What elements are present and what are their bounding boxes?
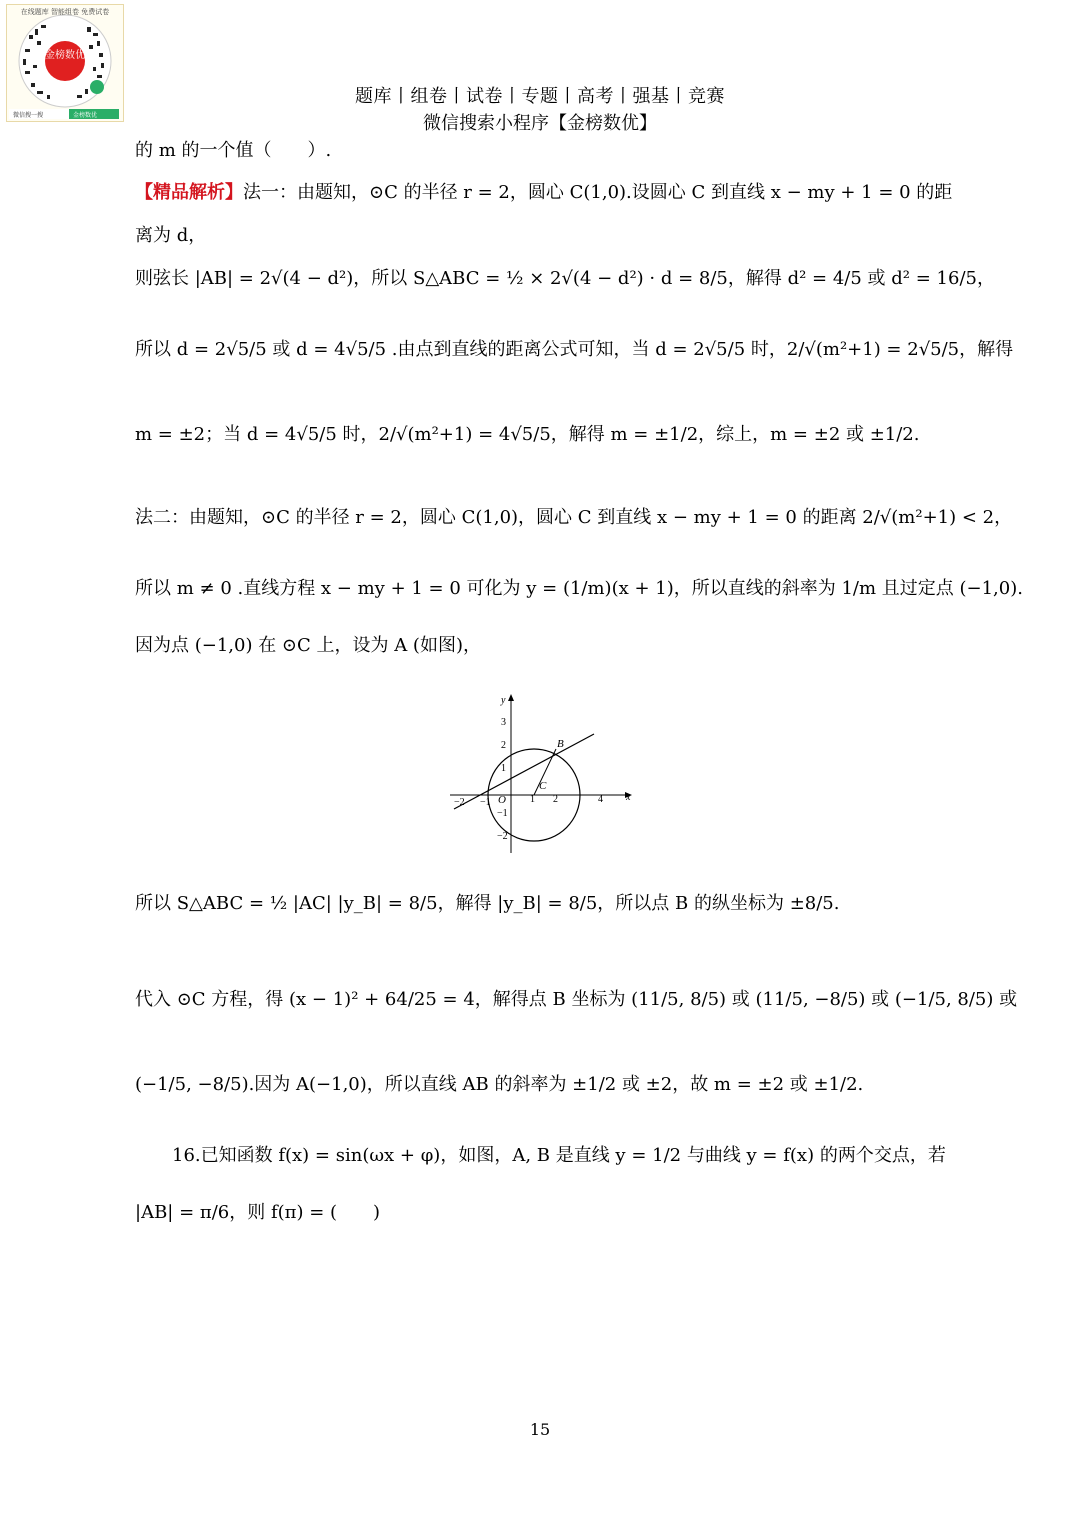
text-line-2 <box>135 182 953 203</box>
x-tick: −2 <box>454 797 465 808</box>
text-line-5: 所以 d = 2√5/5 或 d = 4√5/5 .由点到直线的距离公式可知，当 d = 2√5/5 时，2/√(m²+1) = 2√5/5，解得 <box>135 339 1014 360</box>
y-tick: 1 <box>501 763 506 774</box>
text-line-11: 代入 ⊙C 方程，得 (x − 1)² + 64/25 = 4，解得点 B 坐标为 (11/5, 8/5) 或 (11/5, −8/5) 或 (−1/5, 8/5) 或 <box>135 989 1018 1010</box>
text-line-1: 的 m 的一个值（ ）. <box>135 140 332 161</box>
qr-bottom-right-text: 金榜数优 <box>73 112 98 119</box>
x-axis-label: x <box>626 792 631 803</box>
origin-label: O <box>498 794 506 806</box>
header-subjects: 题库丨组卷丨试卷丨专题丨高考丨强基丨竞赛 <box>355 86 725 107</box>
text-line-10: 所以 S△ABC = ½ |AC| |y_B| = 8/5，解得 |y_B| = 8/5，所以点 B 的纵坐标为 ±8/5. <box>135 893 840 914</box>
text-line-12: (−1/5, −8/5).因为 A(−1,0)，所以直线 AB 的斜率为 ±1/2 或 ±2，故 m = ±2 或 ±1/2. <box>135 1074 864 1095</box>
text-line-3: 离为 d， <box>135 225 207 246</box>
y-tick: 2 <box>501 740 506 751</box>
point-c-label: C <box>539 780 547 792</box>
point-b-label: B <box>557 738 564 750</box>
y-axis-label: y <box>501 695 506 706</box>
qr-top-text: 在线题库 智能组卷 免费试卷 <box>20 8 110 16</box>
question-16: 16.已知函数 f(x) = sin(ωx + φ)，如图，A, B 是直线 y = 1/2 与曲线 y = f(x) 的两个交点，若 <box>172 1145 946 1166</box>
qr-center-text: 金榜数优 <box>45 50 85 61</box>
text-line-6: m = ±2；当 d = 4√5/5 时，2/√(m²+1) = 4√5/5，解得 m = ±1/2，综上，m = ±2 或 ±1/2. <box>135 424 920 445</box>
text-line-8: 所以 m ≠ 0 .直线方程 x − my + 1 = 0 可化为 y = (1/m)(x + 1)，所以直线的斜率为 1/m 且过定点 (−1,0). <box>135 578 1023 599</box>
x-tick: 4 <box>598 794 603 805</box>
y-tick: −2 <box>497 831 508 842</box>
circle-line-figure <box>440 688 640 862</box>
x-tick: −1 <box>480 797 491 808</box>
header-miniprogram: 微信搜索小程序【金榜数优】 <box>423 113 657 134</box>
x-tick: 1 <box>530 794 535 805</box>
qr-bottom-left-text: 微信搜一搜 <box>13 112 44 119</box>
y-axis-arrow <box>508 694 514 701</box>
text-line-7: 法二：由题知，⊙C 的半径 r = 2，圆心 C(1,0)，圆心 C 到直线 x − my + 1 = 0 的距离 2/√(m²+1) < 2， <box>135 507 1013 528</box>
text-line-4: 则弦长 |AB| = 2√(4 − d²)，所以 S△ABC = ½ × 2√(4 − d²) · d = 8/5，解得 d² = 4/5 或 d² = 16/5， <box>135 268 995 289</box>
solution-line-text: 法一：由题知，⊙C 的半径 r = 2，圆心 C(1,0).设圆心 C 到直线 x − my + 1 = 0 的距 <box>243 182 953 203</box>
y-tick: 3 <box>501 717 506 728</box>
text-line-9: 因为点 (−1,0) 在 ⊙C 上，设为 A (如图)， <box>135 635 481 656</box>
page-number: 15 <box>529 1420 551 1439</box>
solution-tag: 【精品解析】 <box>135 182 243 203</box>
y-tick: −1 <box>497 808 508 819</box>
x-tick: 2 <box>553 794 558 805</box>
text-line-14: |AB| = π/6，则 f(π) = ( ) <box>135 1202 381 1223</box>
